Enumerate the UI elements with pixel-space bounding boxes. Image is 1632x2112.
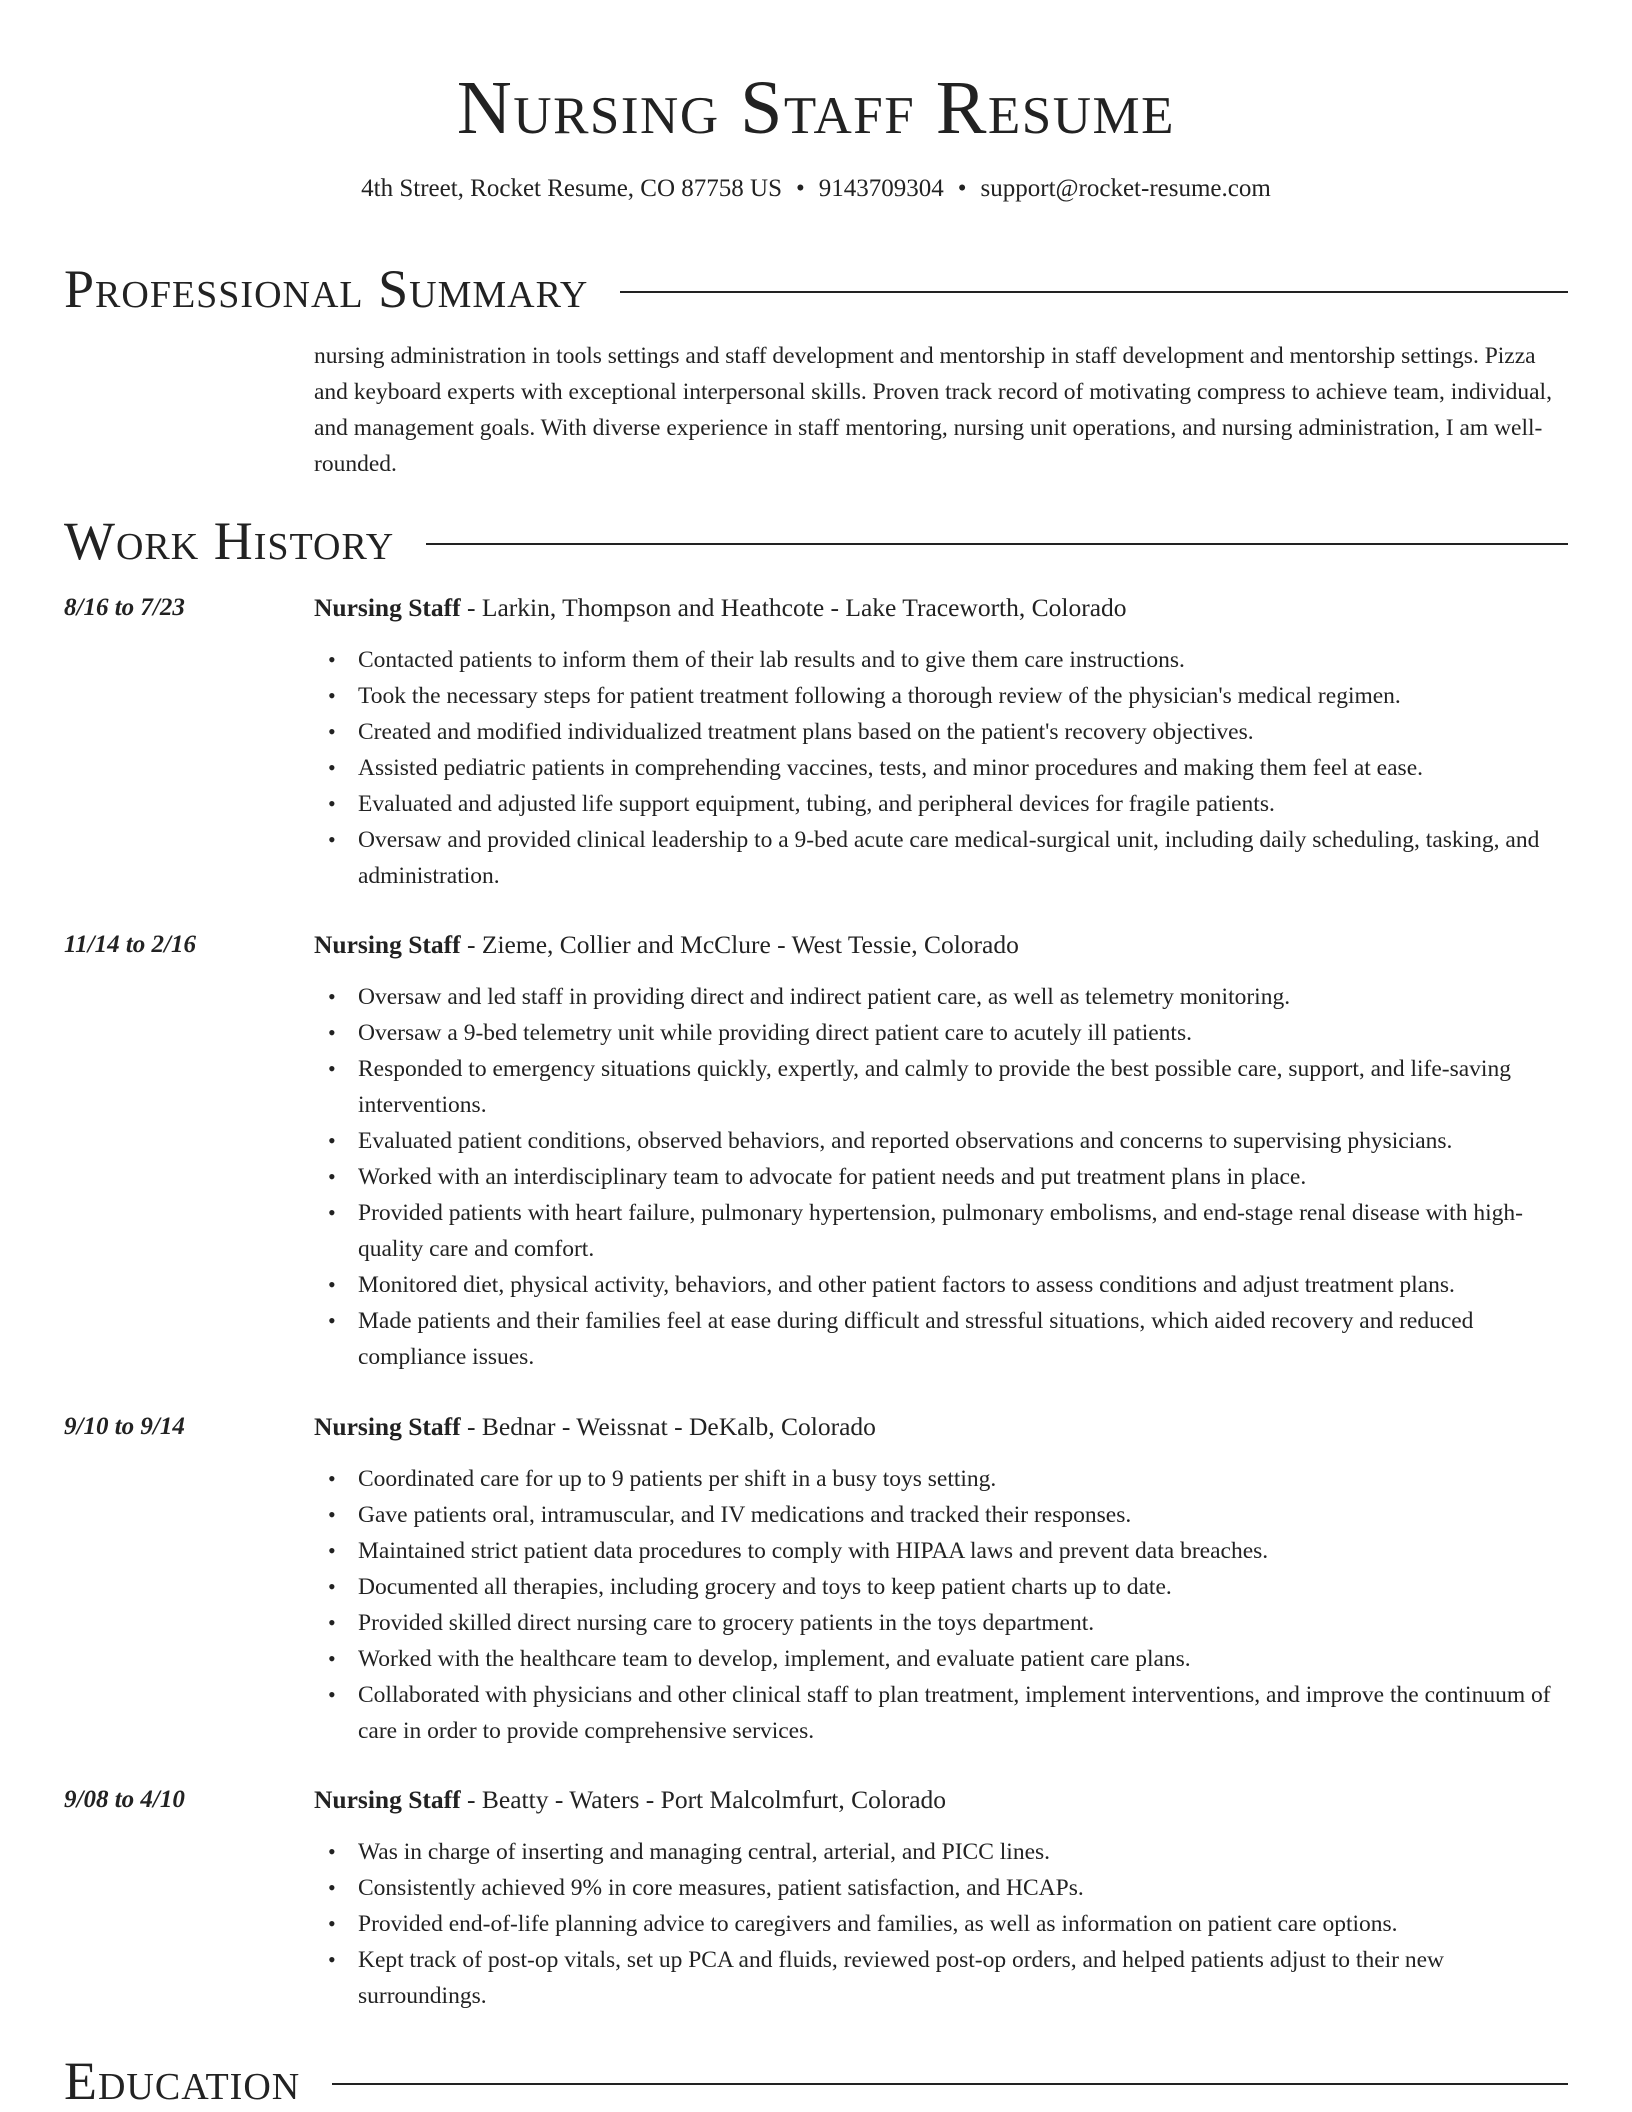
bullet-icon: • [328, 755, 336, 780]
job-heading [314, 590, 1127, 626]
list-item [314, 1641, 1568, 1677]
list-item [314, 642, 1568, 678]
bullet-icon: • [328, 1538, 336, 1563]
job-dates: 11/14 to 2/16 [64, 931, 196, 958]
professional-summary-heading [64, 256, 1568, 322]
bullet-icon: • [328, 1272, 336, 1297]
bullet-icon: • [328, 1020, 336, 1045]
contact-separator: • [957, 175, 967, 202]
job-employer-location: - Bednar - Weissnat - DeKalb, Colorado [460, 1412, 876, 1441]
bullet-text: Was in charge of inserting and managing central, arterial, and PICC lines. [358, 1839, 1051, 1865]
job-employer-location: - Larkin, Thompson and Heathcote - Lake Traceworth, Colorado [460, 593, 1127, 622]
list-item [314, 1015, 1568, 1051]
list-item [314, 1159, 1568, 1195]
list-item [314, 1051, 1568, 1123]
bullet-text: Contacted patients to inform them of their lab results and to give them care instructions. [358, 647, 1185, 673]
bullet-text: Worked with an interdisciplinary team to advocate for patient needs and put treatment plans in place. [358, 1164, 1307, 1190]
job-dates: 9/08 to 4/10 [64, 1786, 185, 1813]
job-heading [314, 927, 1019, 963]
bullet-text: Evaluated patient conditions, observed behaviors, and reported observations and concerns to supervising physicians. [358, 1128, 1453, 1154]
section-divider [620, 291, 1568, 293]
bullet-text: Consistently achieved 9% in core measures, patient satisfaction, and HCAPs. [358, 1875, 1084, 1901]
contact-line [0, 172, 1632, 206]
contact-separator: • [795, 175, 805, 202]
list-item [314, 1834, 1568, 1870]
list-item [314, 1569, 1568, 1605]
bullet-icon: • [328, 984, 336, 1009]
bullet-icon: • [328, 1682, 336, 1707]
contact-email: support@rocket-resume.com [980, 175, 1271, 202]
section-title: Work History [64, 511, 395, 571]
list-item [314, 714, 1568, 750]
bullet-text: Oversaw a 9-bed telemetry unit while providing direct patient care to acutely ill patients. [358, 1020, 1192, 1046]
bullet-icon: • [328, 1056, 336, 1081]
bullet-icon: • [328, 827, 336, 852]
list-item [314, 1942, 1568, 2014]
bullet-icon: • [328, 791, 336, 816]
bullet-text: Assisted pediatric patients in comprehending vaccines, tests, and minor procedures and making them feel at ease. [358, 755, 1423, 781]
job-heading [314, 1409, 876, 1445]
bullet-text: Gave patients oral, intramuscular, and IV medications and tracked their responses. [358, 1502, 1132, 1528]
bullet-icon: • [328, 1164, 336, 1189]
contact-phone: 9143709304 [818, 175, 944, 202]
list-item [314, 1461, 1568, 1497]
bullet-icon: • [328, 683, 336, 708]
list-item [314, 1906, 1568, 1942]
job-bullets [314, 979, 1568, 1375]
summary-text: nursing administration in tools settings and staff development and mentorship in staff development and mentorship settings. Pizza and keyboard experts with exceptional interpersonal skills. Proven track record of motivating compress to achieve team, individual, and management goals. With diverse experience in staff mentoring, nursing unit operations, and nursing administration, I am well-rounded. [314, 343, 1552, 477]
bullet-icon: • [328, 1502, 336, 1527]
bullet-icon: • [328, 647, 336, 672]
list-item [314, 1303, 1568, 1375]
bullet-text: Responded to emergency situations quickly, expertly, and calmly to provide the best possible care, support, and life-saving interventions. [358, 1056, 1511, 1118]
list-item [314, 1267, 1568, 1303]
job-employer-location: - Beatty - Waters - Port Malcolmfurt, Colorado [460, 1785, 947, 1814]
bullet-text: Collaborated with physicians and other clinical staff to plan treatment, implement interventions, and improve the continuum of care in order to provide comprehensive services. [358, 1682, 1551, 1744]
bullet-icon: • [328, 1200, 336, 1225]
list-item [314, 979, 1568, 1015]
list-item [314, 822, 1568, 894]
bullet-text: Provided patients with heart failure, pulmonary hypertension, pulmonary embolisms, and end-stage renal disease with high-quality care and comfort. [358, 1200, 1523, 1262]
bullet-icon: • [328, 1875, 336, 1900]
bullet-icon: • [328, 1466, 336, 1491]
education-heading [64, 2048, 1568, 2112]
bullet-icon: • [328, 1839, 336, 1864]
bullet-text: Coordinated care for up to 9 patients per shift in a busy toys setting. [358, 1466, 997, 1492]
bullet-text: Took the necessary steps for patient treatment following a thorough review of the physician's medical regimen. [358, 683, 1401, 709]
job-role: Nursing Staff [314, 1785, 461, 1814]
list-item [314, 1195, 1568, 1267]
job-dates: 8/16 to 7/23 [64, 594, 185, 621]
bullet-text: Created and modified individualized treatment plans based on the patient's recovery objectives. [358, 719, 1254, 745]
section-title: Education [64, 2051, 301, 2111]
list-item [314, 1605, 1568, 1641]
bullet-text: Documented all therapies, including grocery and toys to keep patient charts up to date. [358, 1574, 1172, 1600]
bullet-icon: • [328, 1128, 336, 1153]
bullet-text: Oversaw and provided clinical leadership to a 9-bed acute care medical-surgical unit, including daily scheduling, tasking, and administration. [358, 827, 1540, 889]
job-bullets [314, 1461, 1568, 1749]
job-employer-location: - Zieme, Collier and McClure - West Tessie, Colorado [460, 930, 1019, 959]
list-item [314, 786, 1568, 822]
bullet-text: Provided end-of-life planning advice to caregivers and families, as well as information on patient care options. [358, 1911, 1398, 1937]
bullet-text: Made patients and their families feel at ease during difficult and stressful situations, which aided recovery and reduced compliance issues. [358, 1308, 1474, 1370]
list-item [314, 678, 1568, 714]
job-role: Nursing Staff [314, 930, 461, 959]
bullet-icon: • [328, 1610, 336, 1635]
resume-title: Nursing Staff Resume [456, 66, 1176, 150]
job-heading [314, 1782, 946, 1818]
section-divider [426, 543, 1568, 545]
bullet-icon: • [328, 1574, 336, 1599]
bullet-text: Maintained strict patient data procedures to comply with HIPAA laws and prevent data breaches. [358, 1538, 1269, 1564]
job-bullets [314, 1834, 1568, 2014]
job-dates: 9/10 to 9/14 [64, 1413, 185, 1440]
bullet-icon: • [328, 1646, 336, 1671]
bullet-icon: • [328, 1947, 336, 1972]
bullet-icon: • [328, 1308, 336, 1333]
section-divider [332, 2083, 1568, 2085]
job-bullets [314, 642, 1568, 894]
bullet-text: Oversaw and led staff in providing direct and indirect patient care, as well as telemetry monitoring. [358, 984, 1291, 1010]
bullet-icon: • [328, 719, 336, 744]
list-item [314, 1870, 1568, 1906]
list-item [314, 750, 1568, 786]
bullet-text: Kept track of post-op vitals, set up PCA and fluids, reviewed post-op orders, and helped patients adjust to their new surroundings. [358, 1947, 1445, 2009]
bullet-icon: • [328, 1911, 336, 1936]
bullet-text: Monitored diet, physical activity, behaviors, and other patient factors to assess conditions and adjust treatment plans. [358, 1272, 1455, 1298]
contact-address: 4th Street, Rocket Resume, CO 87758 US [361, 175, 782, 202]
bullet-text: Provided skilled direct nursing care to grocery patients in the toys department. [358, 1610, 1095, 1636]
list-item [314, 1677, 1568, 1749]
job-role: Nursing Staff [314, 593, 461, 622]
list-item [314, 1123, 1568, 1159]
bullet-text: Evaluated and adjusted life support equipment, tubing, and peripheral devices for fragile patients. [358, 791, 1275, 817]
bullet-text: Worked with the healthcare team to develop, implement, and evaluate patient care plans. [358, 1646, 1191, 1672]
section-title: Professional Summary [64, 259, 589, 319]
work-history-heading [64, 508, 1568, 574]
job-role: Nursing Staff [314, 1412, 461, 1441]
list-item [314, 1533, 1568, 1569]
list-item [314, 1497, 1568, 1533]
